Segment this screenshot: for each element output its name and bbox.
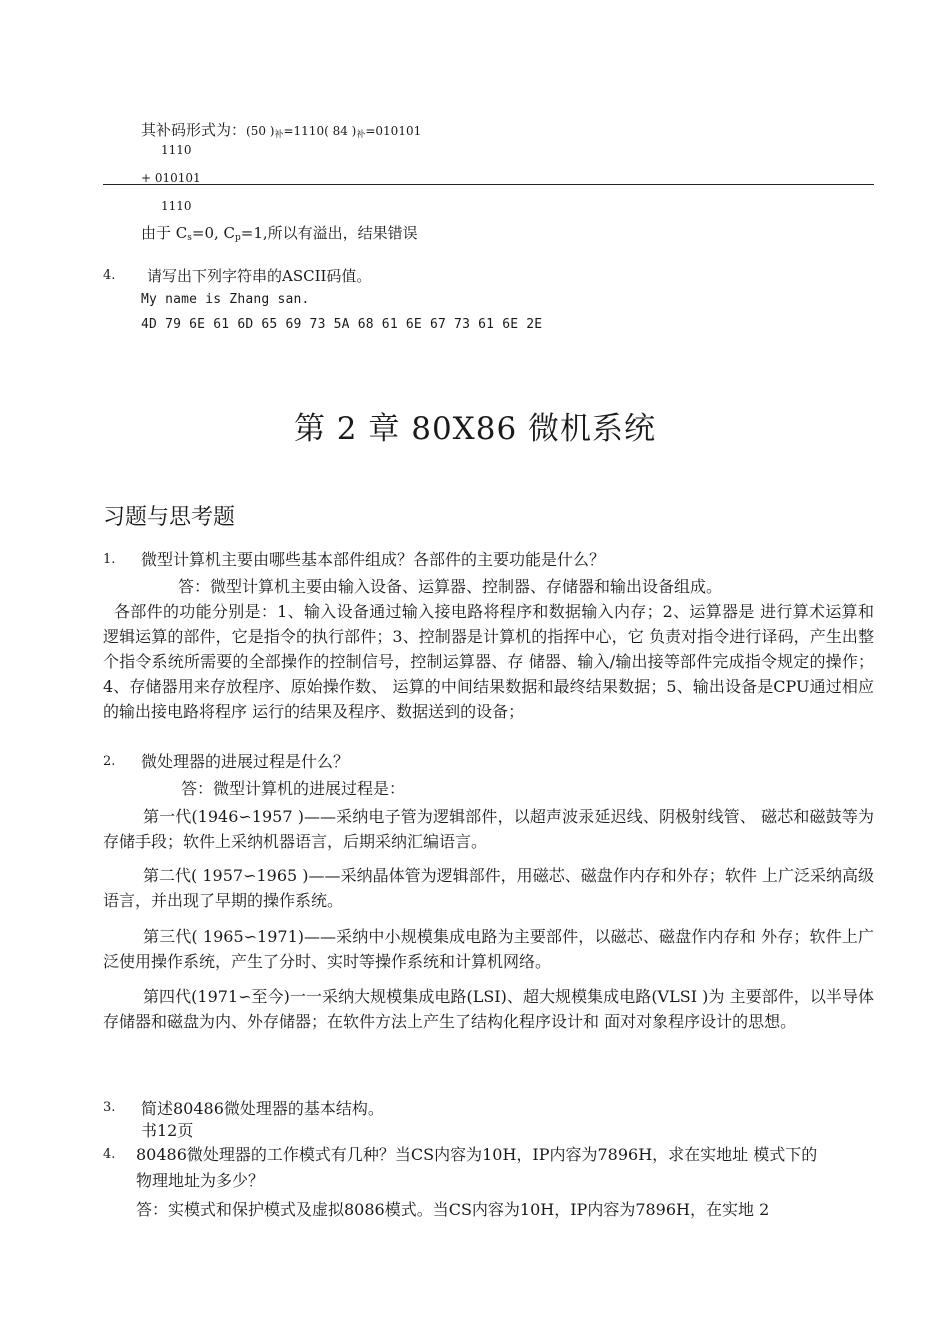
complement-b-sub: 补 — [356, 130, 366, 140]
ascii-hex: 4D 79 6E 61 6D 65 69 73 5A 68 61 6E 67 73 61 6E 2E — [141, 317, 543, 332]
q4-answer: 答：实模式和保护模式及虚拟8086模式。当CS内容为10H，IP内容为7896H，在实地 2 — [136, 1200, 770, 1219]
overflow-mid: =0, C — [191, 224, 235, 242]
q2-gen3: 第三代( 1965∽1971)——采纳中小规模集成电路为主要部件，以磁芯、磁盘作内存和 外存；软件上广泛使用操作系统，产生了分时、实时等操作系统和计算机网络。 — [103, 927, 874, 971]
q4-question-line2: 物理地址为多少？ — [136, 1171, 265, 1190]
q3-question: 简述80486微处理器的基本结构。 — [141, 1099, 384, 1118]
q2-question: 微处理器的进展过程是什么？ — [141, 752, 350, 771]
calc-rule — [103, 184, 874, 185]
q1-number: 1. — [103, 552, 116, 567]
chapter-title: 第 2 章 80X86 微机系统 — [293, 411, 657, 447]
section-title: 习题与思考题 — [103, 505, 236, 530]
q3-answer: 书12页 — [141, 1121, 194, 1140]
overflow-sub-p: p — [235, 233, 241, 243]
q2-gen4: 第四代(1971∽至今)一一采纳大规模集成电路(LSI)、超大规模集成电路(VLSI )为 主要部件，以半导体存储器和磁盘为内、外存储器；在软件方法上产生了结构化程序设计和 面对对象程序设计的思想。 — [103, 987, 874, 1031]
q4-question-line1: 80486微处理器的工作模式有几种？当CS内容为10H，IP内容为7896H，求在实地址 模式下的 — [136, 1145, 818, 1164]
calc-line-2: + 010101 — [141, 171, 201, 185]
complement-b-val: =010101 — [365, 124, 422, 138]
q2-answer-line: 答：微型计算机的进展过程是： — [181, 779, 406, 798]
calc-line-1: 1110 — [161, 143, 192, 157]
q1-answer-line: 答：微型计算机主要由输入设备、运算器、控制器、存储器和输出设备组成。 — [178, 577, 723, 596]
q2-gen1: 第一代(1946∽1957 )——采纳电子管为逻辑部件，以超声波汞延迟线、阴极射线管、 磁芯和磁鼓等为存储手段；软件上采纳机器语言，后期采纳汇编语言。 — [103, 807, 874, 851]
overflow-sub-s: s — [187, 233, 192, 243]
overflow-line — [141, 222, 418, 243]
overflow-prefix: 由于 C — [141, 224, 188, 242]
complement-b: ( 84 ) — [324, 124, 357, 138]
q3-number: 3. — [103, 1100, 116, 1115]
complement-a-sub: 补 — [274, 130, 284, 140]
complement-a-val: =1110 — [283, 124, 325, 138]
q2-gen2: 第二代( 1957∽1965 )——采纳晶体管为逻辑部件，用磁芯、磁盘作内存和外存；软件 上广泛采纳高级语言，并出现了早期的操作系统。 — [103, 866, 874, 910]
overflow-suffix: =1,所以有溢出，结果错误 — [240, 224, 418, 242]
q4-ascii-question: 请写出下列字符串的ASCII码值。 — [147, 267, 372, 285]
q1-answer-body: 各部件的功能分别是：1、输入设备通过输入接电路将程序和数据输入内存；2、运算器是 进行算术运算和逻辑运算的部件，它是指令的执行部件；3、控制器是计算机的指挥中心，它 负责对指令进行译码，产生出整个指令系统所需要的全部操作的控制信号，控制运算器、存 储器、输入/输出接等部件完成指令规定的操作；4、存储器用来存放程序、原始操作数、 运算的中间结果数据和最终结果数据；5、输出设备是CPU通过相应的输出接电路将程序 运行的结果及程序、数据送到的设备； — [103, 602, 874, 721]
q2-number: 2. — [103, 754, 116, 769]
q4-number: 4. — [103, 1147, 116, 1162]
ascii-string: My name is Zhang san. — [141, 292, 310, 307]
q4-ascii-number: 4. — [103, 268, 116, 283]
complement-a: (50 ) — [246, 124, 275, 138]
complement-line — [141, 119, 421, 140]
q1-question: 微型计算机主要由哪些基本部件组成？各部件的主要功能是什么？ — [141, 550, 606, 569]
complement-prefix: 其补码形式为： — [141, 121, 247, 139]
calc-line-3: 1110 — [161, 199, 192, 213]
